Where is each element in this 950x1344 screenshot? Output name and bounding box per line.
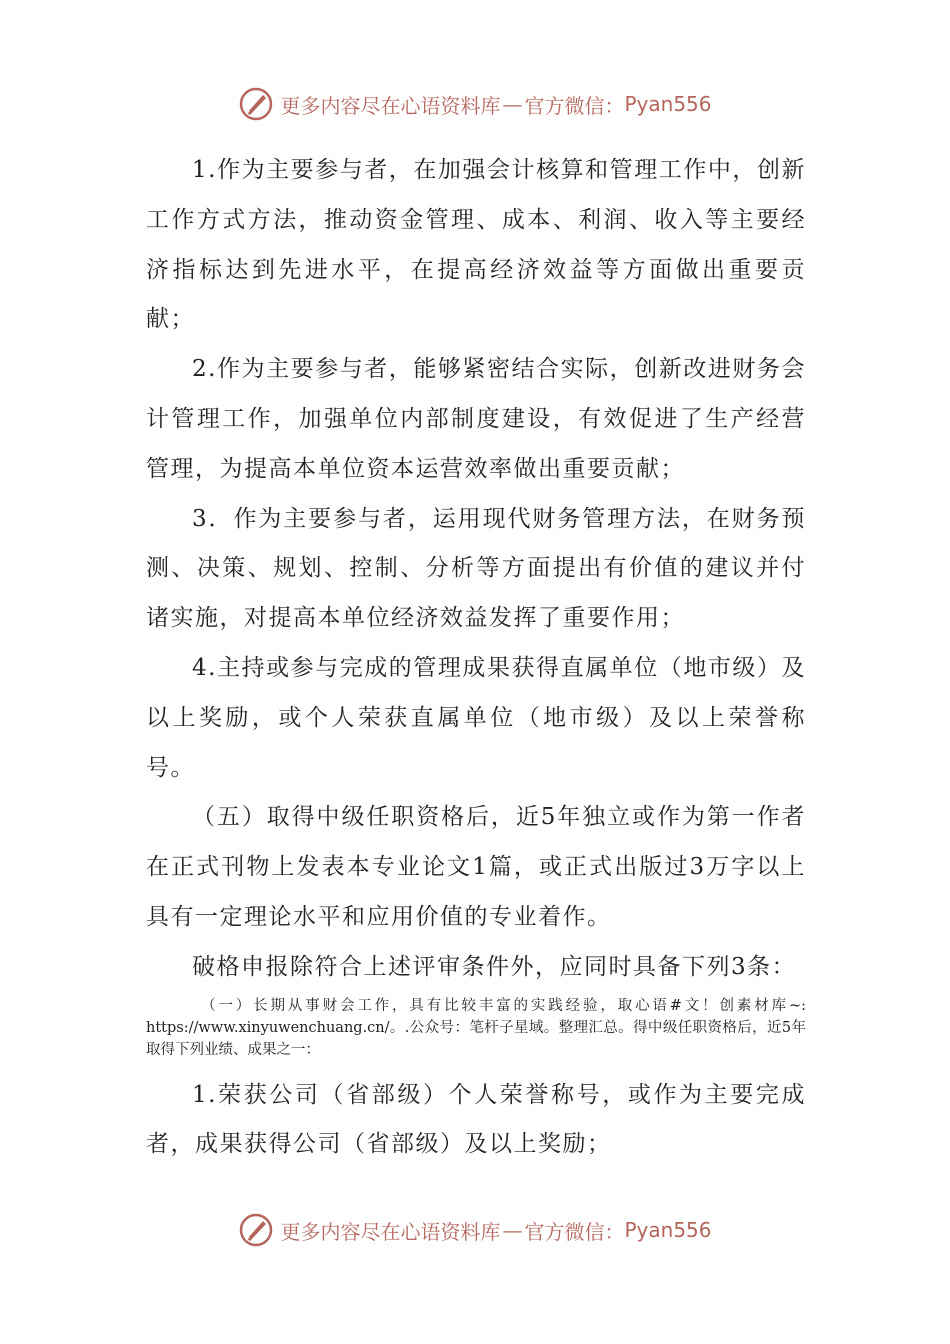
header-watermark bbox=[0, 84, 950, 124]
watermark-dash: — bbox=[502, 1218, 523, 1242]
watermark-text: 更多内容尽在心语资料库 bbox=[280, 1219, 501, 1244]
quill-pen-icon bbox=[238, 86, 274, 122]
watermark-wechat-id: Pyan556 bbox=[624, 92, 712, 116]
small-note: （一）长期从事财会工作，具有比较丰富的实践经验，取心语#文！创素材库~: https://www.xinyuwenchuang.cn/。.公众号：笔杆子星域。整理汇总。得中级任职资格后，近5年取得下列业绩、成果之一： bbox=[146, 997, 806, 1058]
watermark-text: 更多内容尽在心语资料库 bbox=[280, 93, 501, 118]
document-body bbox=[146, 146, 806, 1170]
paragraph-7: 1.荣获公司（省部级）个人荣誉称号，或作为主要完成者，成果获得公司（省部级）及以上奖励； bbox=[146, 1081, 806, 1158]
watermark-wechat-id: Pyan556 bbox=[624, 1218, 712, 1242]
paragraph-1: 1.作为主要参与者，在加强会计核算和管理工作中，创新工作方式方法，推动资金管理、成本、利润、收入等主要经济指标达到先进水平，在提高经济效益等方面做出重要贡献； bbox=[146, 157, 806, 333]
paragraph-6: 破格申报除符合上述评审条件外，应同时具备下列3条： bbox=[192, 953, 797, 980]
watermark-dash: — bbox=[502, 92, 523, 116]
quill-pen-icon bbox=[238, 1212, 274, 1248]
paragraph-2: 2.作为主要参与者，能够紧密结合实际，创新改进财务会计管理工作，加强单位内部制度建设，有效促进了生产经营管理，为提高本单位资本运营效率做出重要贡献； bbox=[146, 356, 806, 482]
paragraph-4: 4.主持或参与完成的管理成果获得直属单位（地市级）及以上奖励，或个人荣获直属单位（地市级）及以上荣誉称号。 bbox=[146, 654, 806, 781]
paragraph-3: 3．作为主要参与者，运用现代财务管理方法，在财务预测、决策、规划、控制、分析等方面提出有价值的建议并付诸实施，对提高本单位经济效益发挥了重要作用； bbox=[146, 505, 806, 632]
watermark-label: 官方微信： bbox=[524, 1219, 625, 1244]
paragraph-5: （五）取得中级任职资格后，近5年独立或作为第一作者在正式刊物上发表本专业论文1篇，或正式出版过3万字以上具有一定理论水平和应用价值的专业着作。 bbox=[146, 804, 806, 930]
watermark-label: 官方微信： bbox=[524, 93, 625, 118]
footer-watermark bbox=[0, 1210, 950, 1250]
